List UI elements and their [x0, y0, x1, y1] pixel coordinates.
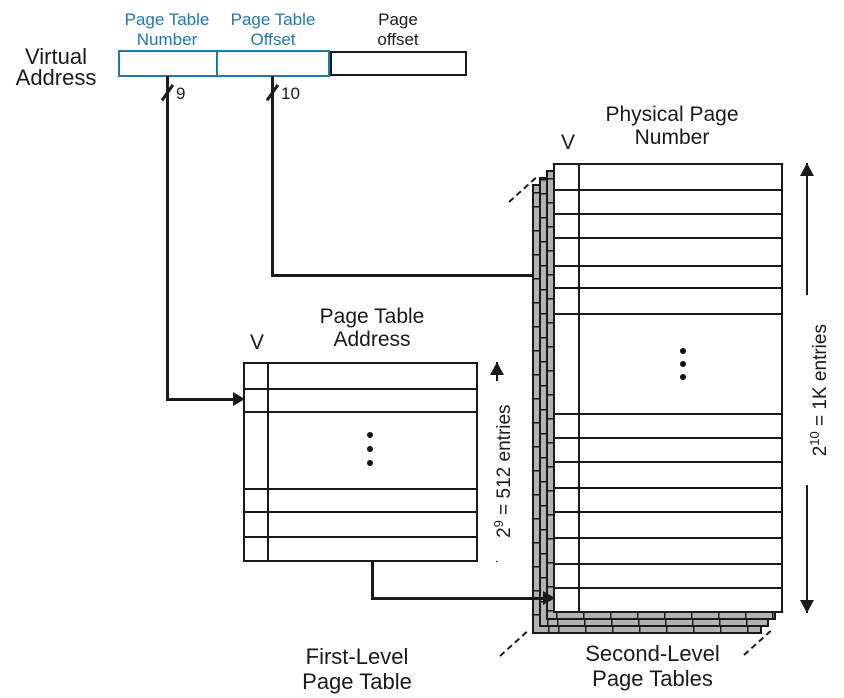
page-offset-label [346, 10, 450, 50]
dot [367, 446, 373, 452]
pto-arrow-horizontal [271, 274, 545, 277]
size-sup: 10 [806, 431, 822, 446]
second-level-caption-line2: Page Tables [592, 666, 713, 691]
row-line [555, 237, 781, 239]
ptn-arrow-vertical [166, 76, 169, 401]
field-divider [216, 52, 219, 75]
pta-line2: Address [333, 328, 411, 351]
dot [680, 361, 686, 367]
bus-width-9: 9 [176, 84, 186, 103]
page-table-offset-label [218, 10, 328, 50]
ptn-line2: Number [136, 30, 198, 49]
first-level-size-label [487, 381, 517, 561]
pta-output-horizontal [371, 597, 545, 600]
dot [367, 432, 373, 438]
row-line [555, 189, 781, 191]
dot [367, 460, 373, 466]
second-level-page-table [553, 163, 783, 613]
size-base: 2 [494, 527, 516, 538]
second-level-size-arrow-down-icon [800, 600, 814, 613]
row-line [245, 511, 476, 513]
row-line [555, 265, 781, 267]
first-level-caption-line1: First-Level [305, 644, 409, 669]
ppn-line1: Physical Page [605, 103, 739, 126]
ppn-line2: Number [634, 126, 710, 149]
valid-column-divider [267, 364, 269, 560]
row-line [245, 536, 476, 538]
row-line [555, 313, 781, 315]
first-level-valid-header: V [249, 331, 264, 354]
second-level-caption-line1: Second-Level [585, 641, 720, 666]
row-line [555, 537, 781, 539]
second-level-size-label [803, 295, 833, 485]
pta-output-arrowhead-icon [543, 591, 555, 605]
dot [680, 348, 686, 354]
first-level-caption [277, 644, 437, 694]
virtual-address-box-page-offset [330, 51, 467, 76]
row-line [245, 488, 476, 490]
row-line [555, 487, 781, 489]
poff-line2: offset [377, 30, 419, 49]
ptn-arrow-horizontal [166, 398, 235, 401]
page-table-address-header [292, 305, 452, 351]
second-level-valid-header: V [560, 131, 575, 154]
row-line [245, 388, 476, 390]
virtual-address-label [8, 46, 104, 88]
pto-arrow-vertical [271, 76, 274, 276]
row-line [555, 213, 781, 215]
bus-width-10: 10 [281, 84, 300, 103]
size-sup: 9 [490, 520, 506, 528]
first-level-page-table [243, 362, 478, 562]
perspective-dash-bottom-right [743, 630, 771, 656]
dot [680, 374, 686, 380]
pta-output-vertical [371, 562, 374, 599]
virtual-address-label-line2: Address [15, 65, 97, 90]
row-line [555, 461, 781, 463]
row-line [555, 511, 781, 513]
page-table-number-label [112, 10, 222, 50]
first-level-caption-line2: Page Table [302, 669, 412, 694]
second-level-size-arrow-up-icon [800, 163, 814, 176]
pto-line1: Page Table [230, 10, 316, 29]
row-line [245, 411, 476, 413]
row-line [555, 563, 781, 565]
second-level-caption [570, 641, 735, 691]
size-rest: = 1K entries [810, 324, 832, 432]
virtual-address-label-line1: Virtual [25, 44, 87, 69]
size-rest: = 512 entries [494, 404, 516, 521]
virtual-address-box-blue-fields [118, 50, 330, 77]
row-line [555, 413, 781, 415]
perspective-dash-bottom-left [499, 631, 527, 657]
row-line [555, 437, 781, 439]
row-line [555, 587, 781, 589]
ptn-line1: Page Table [124, 10, 210, 29]
first-level-size-arrow-up-icon [490, 362, 504, 375]
row-line [555, 287, 781, 289]
physical-page-number-header [582, 103, 762, 149]
size-base: 2 [810, 445, 832, 457]
pto-line2: Offset [250, 30, 296, 49]
poff-line1: Page [378, 10, 418, 29]
pta-line1: Page Table [319, 305, 425, 328]
valid-column-divider [578, 165, 580, 611]
